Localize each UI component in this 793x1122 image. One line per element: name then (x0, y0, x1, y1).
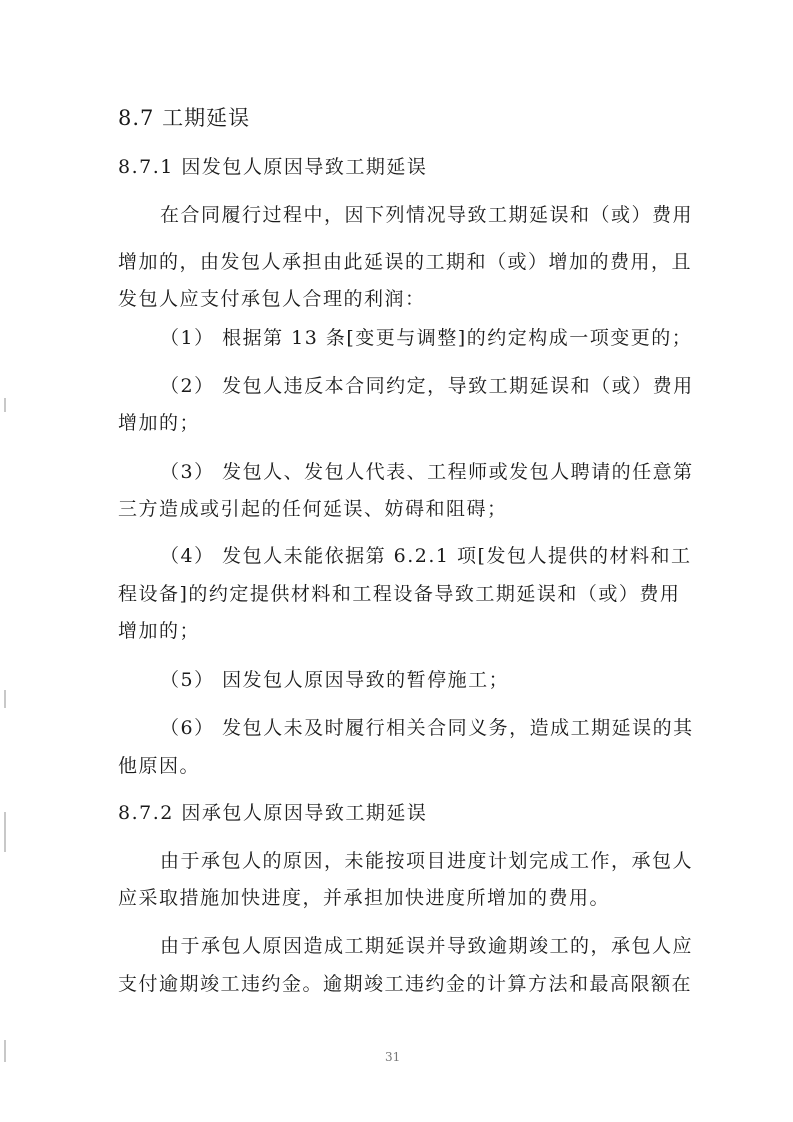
item-2-line-1: （2） 发包人违反本合同约定，导致工期延误和（或）费用 (160, 375, 694, 397)
scan-speck (4, 690, 6, 708)
item-3-line-1: （3） 发包人、发包人代表、工程师或发包人聘请的任意第 (160, 461, 694, 483)
item-1-line-1: （1） 根据第 13 条[变更与调整]的约定构成一项变更的； (160, 327, 693, 349)
item-6-line-2: 他原因。 (118, 755, 201, 777)
item-4-line-2: 程设备]的约定提供材料和工程设备导致工期延误和（或）费用 (118, 583, 681, 605)
item-5-line-1: （5） 因发包人原因导致的暂停施工； (160, 669, 510, 691)
subsection-title-8-7-2: 8.7.2 因承包人原因导致工期延误 (118, 802, 428, 824)
intro-line-3: 发包人应支付承包人合理的利润： (118, 288, 426, 310)
item-2-line-2: 增加的； (118, 412, 201, 434)
paragraph-1-line-1: 由于承包人的原因，未能按项目进度计划完成工作，承包人 (160, 850, 694, 872)
scan-speck (4, 398, 6, 412)
subsection-title-8-7-1: 8.7.1 因发包人原因导致工期延误 (118, 156, 428, 178)
page-number: 31 (385, 1050, 401, 1064)
intro-line-1: 在合同履行过程中，因下列情况导致工期延误和（或）费用 (160, 204, 694, 226)
scan-speck (4, 812, 6, 852)
paragraph-1-line-2: 应采取措施加快进度，并承担加快进度所增加的费用。 (118, 887, 611, 909)
item-4-line-1: （4） 发包人未能依据第 6.2.1 项[发包人提供的材料和工 (160, 545, 692, 567)
paragraph-2-line-2: 支付逾期竣工违约金。逾期竣工违约金的计算方法和最高限额在 (118, 973, 693, 995)
item-6-line-1: （6） 发包人未及时履行相关合同义务，造成工期延误的其 (160, 717, 694, 739)
item-4-line-3: 增加的； (118, 620, 201, 642)
section-title: 8.7 工期延误 (118, 106, 251, 130)
paragraph-2-line-1: 由于承包人原因造成工期延误并导致逾期竣工的，承包人应 (160, 935, 694, 957)
intro-line-2: 增加的，由发包人承担由此延误的工期和（或）增加的费用，且 (118, 251, 693, 273)
item-3-line-2: 三方造成或引起的任何延误、妨碍和阻碍； (118, 498, 508, 520)
scan-speck (4, 1040, 6, 1062)
